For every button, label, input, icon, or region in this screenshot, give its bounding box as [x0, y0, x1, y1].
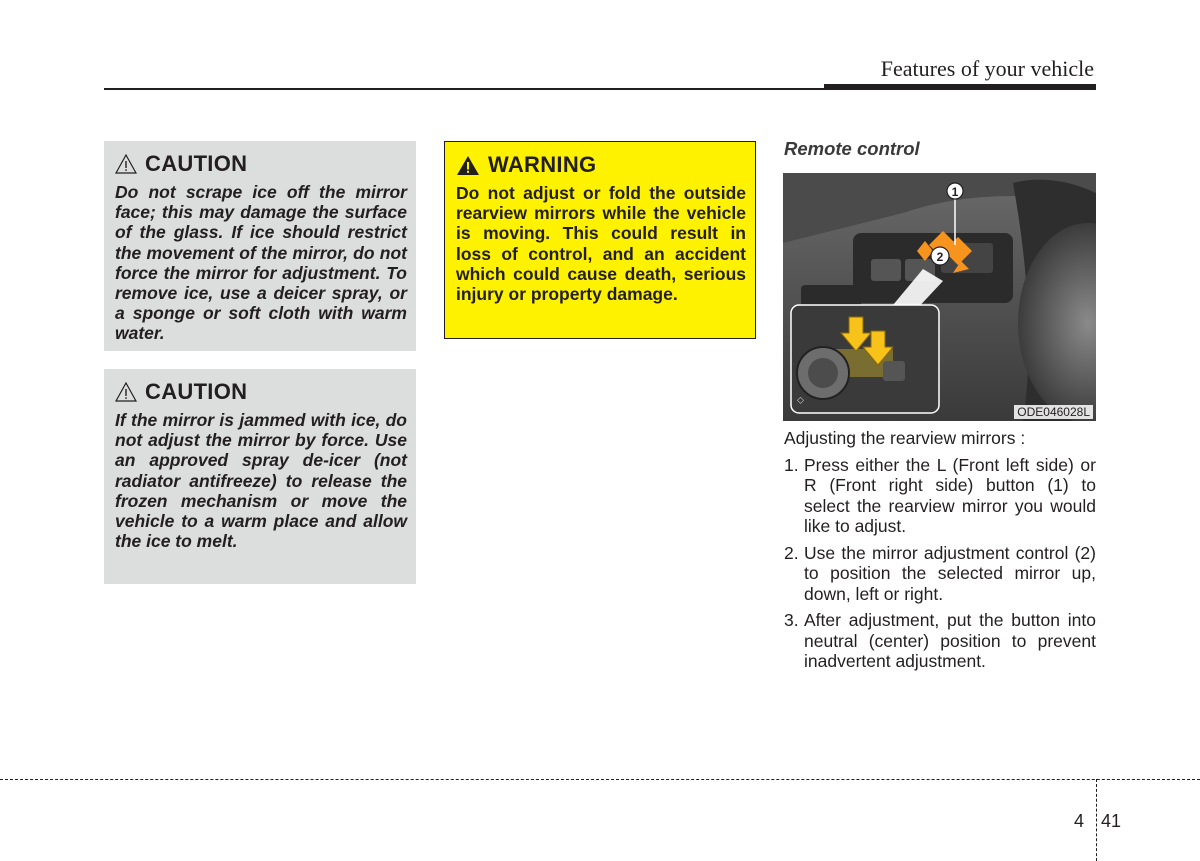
step-text: After adjustment, put the button into neutral (center) position to prevent inadvertent adjustment. [804, 610, 1096, 671]
caution-body: Do not scrape ice off the mirror face; this may damage the surface of the glass. If ice should restrict the movement of the mirror, do not force the mirror for adjustment. To remove ice, use a deicer spray, or a sponge or soft cloth with warm water. [115, 182, 407, 344]
step-number: 2. [784, 542, 799, 563]
callout-1-label: 1 [951, 185, 959, 199]
step-item [784, 543, 1096, 605]
caution-header [115, 379, 407, 405]
step-text: Press either the L (Front left side) or R (Front right side) button (1) to select the rearview mirror you would like to adjust. [804, 454, 1096, 536]
step-number: 1. [784, 454, 799, 475]
door-panel-illustration [783, 173, 1096, 421]
caution-body: If the mirror is jammed with ice, do not adjust the mirror by force. Use an approved spray de-icer (not radiator antifreeze) to release the frozen mechanism or move the vehicle to a warm place and allow the ice to melt. [115, 410, 407, 552]
caution-title: CAUTION [145, 379, 248, 404]
instructions-intro: Adjusting the rearview mirrors : [784, 428, 1026, 448]
page-number: 41 [1101, 811, 1122, 831]
warning-title: WARNING [488, 152, 597, 177]
section-heading-remote-control: Remote control [784, 138, 920, 159]
instructions [784, 428, 1096, 678]
fold-mirror-icon: ⬦ [797, 395, 804, 406]
caution-box-ice-scrape [104, 141, 416, 351]
caution-triangle-icon [115, 382, 137, 402]
header-rule-accent [824, 84, 1096, 90]
instructions-steps [784, 455, 1096, 672]
warning-box [444, 141, 756, 339]
header-title: Features of your vehicle [880, 56, 1094, 81]
caution-title: CAUTION [145, 151, 248, 176]
step-item [784, 610, 1096, 672]
step-text: Use the mirror adjustment control (2) to position the selected mirror up, down, left or right. [804, 542, 1096, 604]
callout-2-label: 2 [936, 250, 944, 264]
step-number: 3. [784, 610, 799, 630]
caution-box-jammed-ice [104, 369, 416, 584]
caution-triangle-icon [115, 154, 137, 174]
warning-triangle-icon [456, 155, 480, 176]
warning-body: Do not adjust or fold the outside rearview mirrors while the vehicle is moving. This could result in loss of control, and an accident which could cause death, serious injury or property damage. [456, 183, 746, 305]
chapter-number: 4 [1074, 811, 1085, 831]
mirror-control-photo [783, 173, 1096, 421]
image-reference-code: ODE046028L [1014, 405, 1093, 419]
footer-divider [1096, 779, 1097, 861]
warning-header [456, 152, 746, 178]
footer-rule [0, 779, 1200, 780]
step-item [784, 455, 1096, 537]
caution-header [115, 151, 407, 177]
